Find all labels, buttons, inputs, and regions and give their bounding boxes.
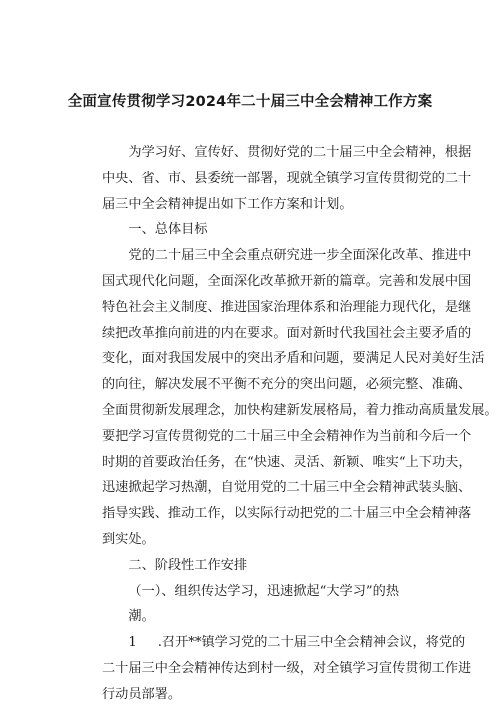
- text-line: 党的二十届三中全会重点研究进一步全面深化改革、推进中: [128, 248, 472, 264]
- text-line: 到实处。: [102, 531, 155, 547]
- text-line: 的向往，解决发展不平衡不充分的突出问题，必须完整、准确、: [102, 377, 472, 393]
- text-line: 国式现代化问题，全面深化改革掀开新的篇章。完善和发展中国: [102, 273, 472, 289]
- document-body: [102, 140, 498, 708]
- text-line: 1 .召开**镇学习党的二十届三中全会精神会议，将党的: [128, 635, 466, 651]
- text-line: 中央、省、市、县委统一部署，现就全镇学习宣传贯彻党的二十: [102, 170, 472, 186]
- text-line: 特色社会主义制度、推进国家治理体系和治理能力现代化，是继: [102, 299, 472, 315]
- text-line: 行动员部署。: [102, 686, 182, 702]
- section-heading-goals: 一、总体目标: [128, 222, 208, 238]
- text-line: 变化，面对我国发展中的突出矛盾和问题，要满足人民对美好生活: [102, 351, 485, 367]
- text-line: 指导实践、推动工作，以实际行动把党的二十届三中全会精神落: [102, 506, 472, 522]
- document-title: 全面宣传贯彻学习2024年二十届三中全会精神工作方案: [67, 94, 433, 110]
- text-line: 全面贯彻新发展理念，加快构建新发展格局，着力推动高质量发展。: [102, 402, 498, 418]
- text-line: 为学习好、宣传好、贯彻好党的二十届三中全会精神，根据: [128, 145, 472, 160]
- item-1-paragraph: [102, 630, 472, 707]
- subsection-heading: （一）、组织传达学习，迅速掀起“大学习”的热潮。: [128, 583, 400, 625]
- text-line: 时期的首要政治任务，在“快速、灵活、新颖、唯实“上下功夫，: [102, 454, 472, 470]
- goals-paragraph: [102, 243, 498, 553]
- text-line: 届三中全会精神提出如下工作方案和计划。: [102, 196, 353, 212]
- text-line: 二十届三中全会精神传达到村一级，对全镇学习宣传贯彻工作进: [102, 660, 472, 676]
- text-line: 续把改革推向前进的内在要求。面对新时代我国社会主要矛盾的: [102, 325, 472, 341]
- section-heading-stages: 二、阶段性工作安排: [128, 557, 248, 573]
- text-line: 要把学习宣传贯彻党的二十届三中全会精神作为当前和今后一个: [102, 428, 472, 444]
- text-line: 迅速掀起学习热潮，自觉用党的二十届三中全会精神武装头脑、: [102, 480, 472, 496]
- intro-paragraph: [102, 140, 472, 217]
